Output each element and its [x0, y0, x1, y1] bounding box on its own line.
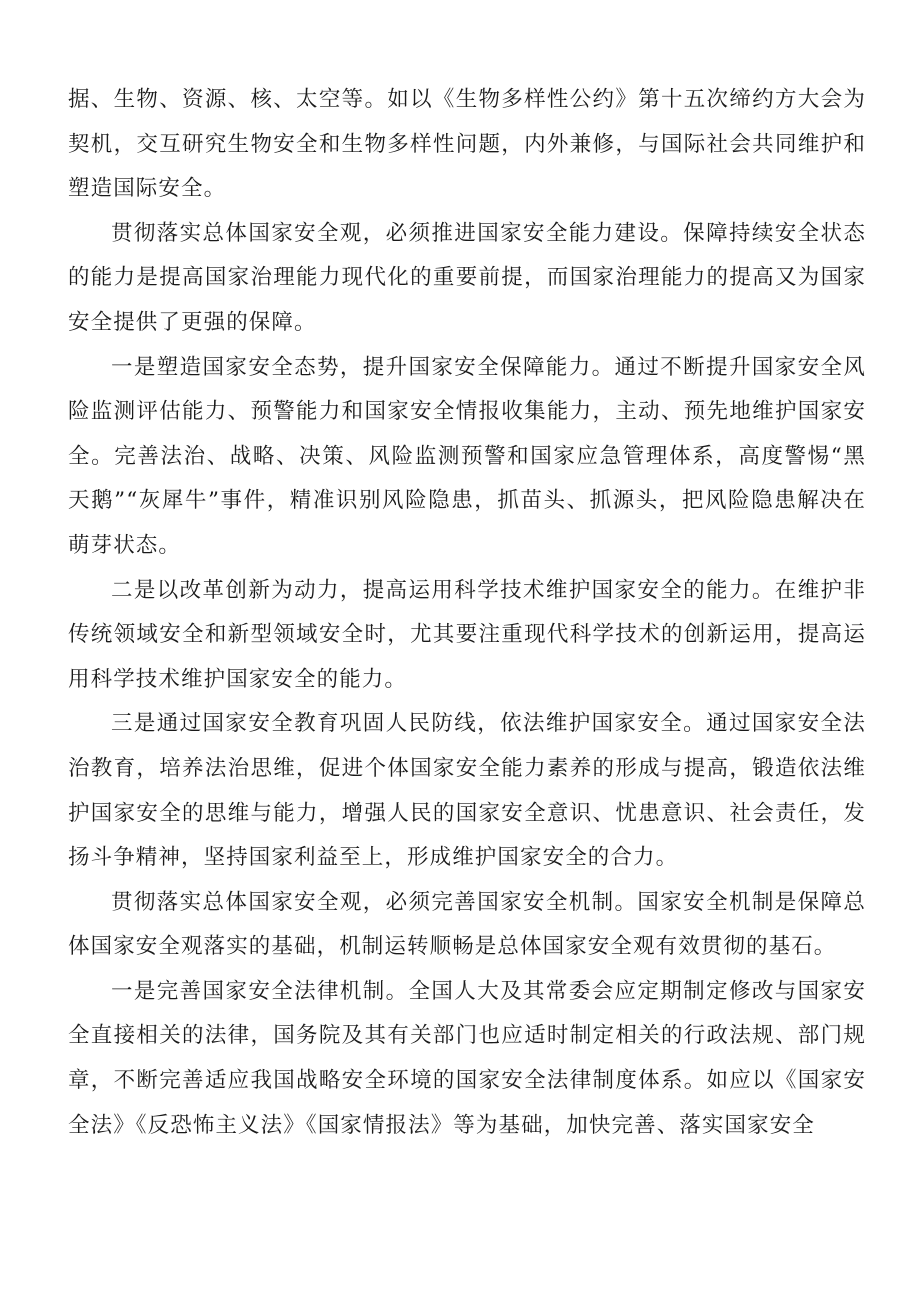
paragraph-continued: 据、生物、资源、核、太空等。如以《生物多样性公约》第十五次缔约方大会为契机，交互研究生物安全和生物多样性问题，内外兼修，与国际社会共同维护和塑造国际安全。	[68, 87, 866, 202]
paragraph: 二是以改革创新为动力，提高运用科学技术维护国家安全的能力。在维护非传统领域安全和新型领域安全时，尤其要注重现代科学技术的创新运用，提高运用科学技术维护国家安全的能力。	[68, 577, 866, 692]
paragraph: 三是通过国家安全教育巩固人民防线，依法维护国家安全。通过国家安全法治教育，培养法治思维，促进个体国家安全能力素养的形成与提高，锻造依法维护国家安全的思维与能力，增强人民的国家安全意识、忧患意识、社会责任，发扬斗争精神，坚持国家利益至上，形成维护国家安全的合力。	[68, 711, 866, 871]
paragraph: 一是塑造国家安全态势，提升国家安全保障能力。通过不断提升国家安全风险监测评估能力、预警能力和国家安全情报收集能力，主动、预先地维护国家安全。完善法治、战略、决策、风险监测预警和国家应急管理体系，高度警惕“黑天鹅”“灰犀牛”事件，精准识别风险隐患，抓苗头、抓源头，把风险隐患解决在萌芽状态。	[68, 354, 866, 558]
paragraph: 一是完善国家安全法律机制。全国人大及其常委会应定期制定修改与国家安全直接相关的法律，国务院及其有关部门也应适时制定相关的行政法规、部门规章，不断完善适应我国战略安全环境的国家安全法律制度体系。如应以《国家安全法》《反恐怖主义法》《国家情报法》等为基础，加快完善、落实国家安全	[68, 978, 866, 1138]
document-body	[68, 78, 866, 1148]
paragraph: 贯彻落实总体国家安全观，必须推进国家安全能力建设。保障持续安全状态的能力是提高国家治理能力现代化的重要前提，而国家治理能力的提高又为国家安全提供了更强的保障。	[68, 220, 866, 335]
paragraph: 贯彻落实总体国家安全观，必须完善国家安全机制。国家安全机制是保障总体国家安全观落实的基础，机制运转顺畅是总体国家安全观有效贯彻的基石。	[68, 889, 866, 960]
